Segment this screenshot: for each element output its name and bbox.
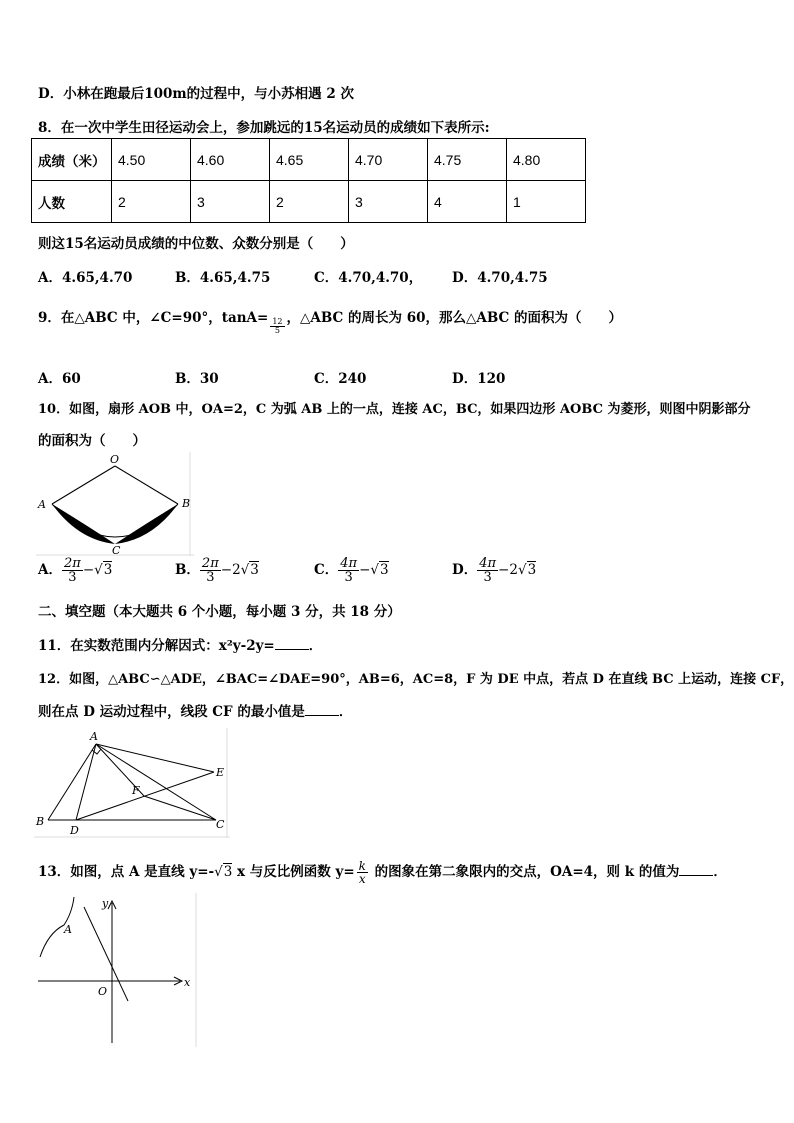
q9-stem-b: ，△ABC 的周长为 60，那么△ABC 的面积为（ ）	[286, 310, 622, 326]
fraction-denominator: 5	[274, 326, 280, 335]
q10-option-c: C． $\frac{4\pi}{3}$ −√3	[314, 556, 389, 585]
table-cell: 3	[191, 181, 270, 223]
q10-option-b: B． $\frac{2\pi}{3}$ −2√3	[175, 556, 259, 585]
q8-option-c: C．4.70,4.70，	[314, 270, 423, 286]
label-o: O	[110, 453, 120, 466]
label-a: A	[38, 498, 46, 511]
coordinate-diagram	[34, 893, 198, 1047]
q8-option-d: D．4.70,4.75	[452, 270, 548, 286]
label-a: A	[64, 923, 72, 936]
q8-question: 则这15名运动员成绩的中位数、众数分别是（ ）	[38, 236, 354, 252]
q11-stem: 11．在实数范围内分解因式：x²y-2y= ．	[38, 638, 323, 654]
option-fraction: $\frac{4\pi}{3}$	[479, 556, 497, 585]
table-header-cell: 人数	[32, 181, 112, 223]
table-cell: 4.80	[507, 139, 586, 181]
q12-stem-line1: 12．如图，△ABC∽△ADE，∠BAC=∠DAE=90°，AB=6，AC=8，F 为 DE 中点，若点 D 在直线 BC 上运动，连接 CF，	[38, 672, 794, 687]
q9-option-c: C．240	[314, 371, 367, 387]
tan-fraction	[270, 318, 284, 335]
label-e: E	[216, 766, 225, 779]
option-fraction: $\frac{2\pi}{3}$	[63, 556, 81, 585]
q12-stem-line2: 则在点 D 运动过程中，线段 CF 的最小值是 ．	[38, 704, 353, 720]
q10-stem-line2: 的面积为（ ）	[38, 433, 146, 449]
q10-stem-line1: 10．如图，扇形 AOB 中，OA=2，C 为弧 AB 上的一点，连接 AC，BC，如果四边形 AOBC 为菱形，则图中阴影部分	[38, 402, 751, 417]
section-heading: 二、填空题（本大题共 6 个小题，每小题 3 分，共 18 分）	[38, 604, 401, 620]
q9-option-a: A．60	[38, 371, 81, 387]
q8-option-b: B．4.65,4.75	[175, 270, 271, 286]
table-cell: 2	[112, 181, 191, 223]
label-o: O	[98, 985, 108, 998]
fraction-numerator: 12	[272, 317, 283, 326]
table-cell: 4.70	[349, 139, 428, 181]
q7-option-d: D．小林在跑最后100m的过程中，与小苏相遇 2 次	[38, 86, 354, 102]
table-cell: 4.75	[428, 139, 507, 181]
option-fraction: $\frac{2\pi}{3}$	[201, 556, 219, 585]
q13-stem: 13．如图，点 A 是直线 y=-√3 x 与反比例函数 y= $\frac{k}{x}$ 的图象在第二象限内的交点，OA=4，则 k 的值为 ．	[38, 859, 727, 886]
answer-blank[interactable]	[275, 637, 309, 650]
label-b: B	[182, 497, 191, 510]
table-row	[32, 139, 586, 181]
sector-diagram	[36, 452, 194, 556]
table-cell: 4.60	[191, 139, 270, 181]
label-c: C	[216, 818, 225, 831]
label-x: x	[184, 976, 191, 989]
triangle-diagram	[34, 728, 230, 838]
table-cell: 4.65	[270, 139, 349, 181]
q10-option-d: D． $\frac{4\pi}{3}$ −2√3	[452, 556, 537, 585]
label-d: D	[70, 824, 79, 837]
label-c: C	[112, 544, 121, 556]
table-cell: 2	[270, 181, 349, 223]
k-over-x-fraction: $\frac{k}{x}$	[358, 859, 366, 886]
table-cell: 3	[349, 181, 428, 223]
table-cell: 1	[507, 181, 586, 223]
q8-option-a: A．4.65,4.70	[38, 270, 133, 286]
q9-option-d: D．120	[452, 371, 506, 387]
q9-stem-a: 9．在△ABC 中，∠C=90°，tanA=	[38, 310, 269, 326]
label-y: y	[102, 897, 109, 910]
table-row	[32, 181, 586, 223]
score-table	[31, 138, 586, 223]
label-b: B	[36, 815, 45, 828]
answer-blank[interactable]	[305, 703, 339, 716]
table-cell: 4.50	[112, 139, 191, 181]
table-cell: 4	[428, 181, 507, 223]
option-fraction: $\frac{4\pi}{3}$	[340, 556, 358, 585]
label-f: F	[132, 784, 140, 797]
answer-blank[interactable]	[679, 863, 713, 876]
q9-stem	[38, 306, 622, 335]
table-header-cell: 成绩（米）	[32, 139, 112, 181]
label-a: A	[90, 730, 98, 743]
q9-option-b: B．30	[175, 371, 219, 387]
q8-stem: 8．在一次中学生田径运动会上，参加跳远的15名运动员的成绩如下表所示:	[38, 120, 490, 136]
q10-option-a: A． $\frac{2\pi}{3}$ −√3	[38, 556, 113, 585]
